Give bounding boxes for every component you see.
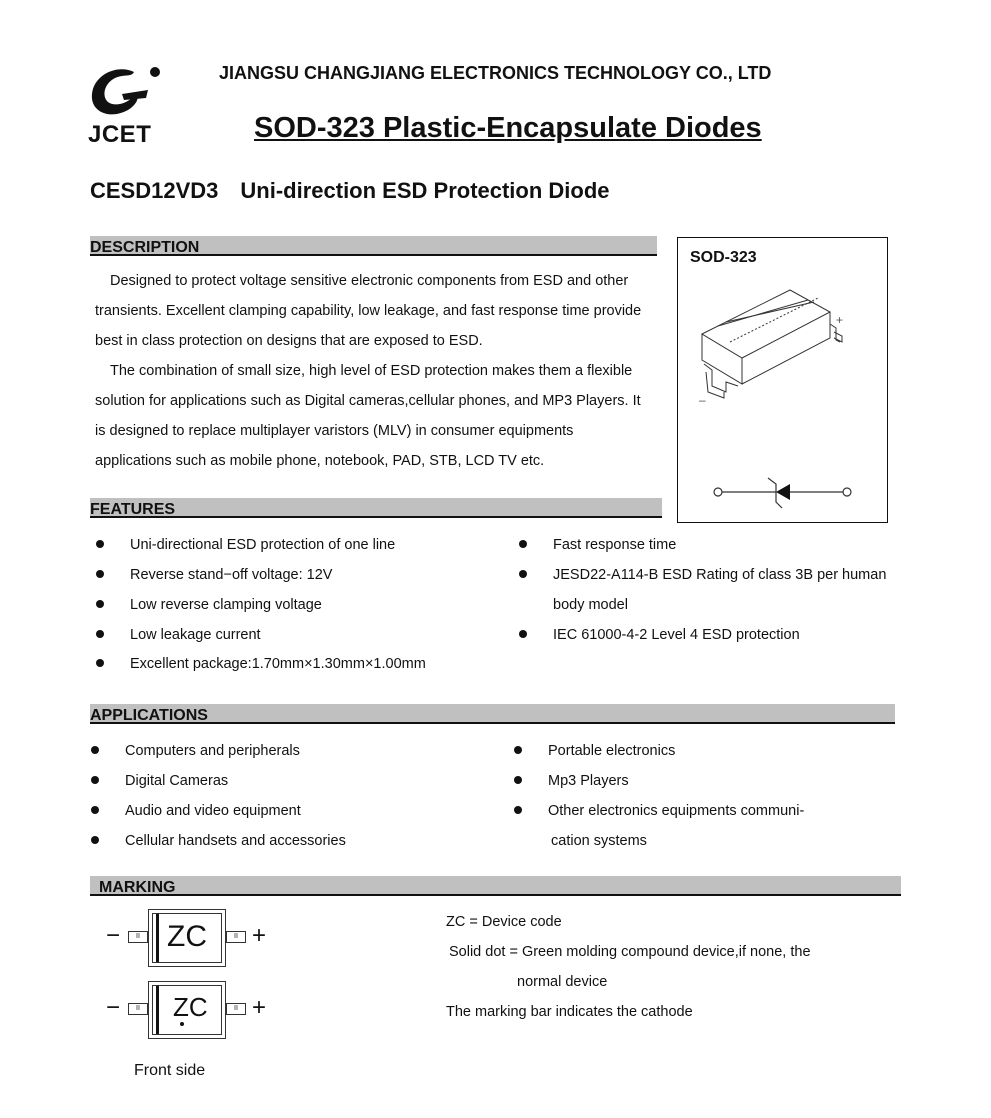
feature-item: JESD22-A114-B ESD Rating of class 3B per human xyxy=(553,567,887,583)
applications-section-header xyxy=(90,704,895,724)
marking-body xyxy=(148,981,226,1039)
features-section-header xyxy=(90,498,662,518)
marking-plus-label: + xyxy=(252,922,267,949)
application-item: Computers and peripherals xyxy=(125,743,300,759)
feature-item: Low reverse clamping voltage xyxy=(130,597,322,613)
marking-minus-label: − xyxy=(106,994,121,1021)
bullet-icon xyxy=(519,630,527,638)
bullet-icon xyxy=(96,540,104,548)
bullet-icon xyxy=(96,600,104,608)
description-line: best in class protection on designs that are exposed to ESD. xyxy=(95,333,483,349)
application-item: Cellular handsets and accessories xyxy=(125,833,346,849)
marking-code: ZC xyxy=(173,992,208,1022)
features-title: FEATURES xyxy=(90,501,176,518)
bullet-icon xyxy=(514,746,522,754)
lead-right: II xyxy=(226,1003,246,1015)
bullet-icon xyxy=(91,776,99,784)
feature-item: Low leakage current xyxy=(130,627,261,643)
document-title: SOD-323 Plastic-Encapsulate Diodes xyxy=(254,112,762,144)
feature-item: Fast response time xyxy=(553,537,677,553)
marking-code: ZC xyxy=(167,920,207,953)
sod323-package-drawing xyxy=(690,282,860,412)
marking-title: MARKING xyxy=(99,879,176,896)
lead-left: II xyxy=(128,1003,148,1015)
jcet-logo-icon xyxy=(88,64,164,122)
description-line: is designed to replace multiplayer varistors (MLV) in consumer equipments xyxy=(95,423,574,439)
application-item: Portable electronics xyxy=(548,743,676,759)
feature-item: Uni-directional ESD protection of one line xyxy=(130,537,396,553)
package-minus-label: – xyxy=(699,393,706,407)
description-line: applications such as mobile phone, notebook, PAD, STB, LCD TV etc. xyxy=(95,453,545,469)
part-heading xyxy=(90,178,610,204)
company-name: JIANGSU CHANGJIANG ELECTRONICS TECHNOLOGY CO., LTD xyxy=(219,63,772,83)
application-item: Other electronics equipments communi- xyxy=(548,803,805,819)
cathode-bar xyxy=(156,914,159,962)
feature-item: Reverse stand−off voltage: 12V xyxy=(130,567,333,583)
part-number: CESD12VD3 xyxy=(90,178,219,203)
bullet-icon xyxy=(96,570,104,578)
marking-minus-label: − xyxy=(106,922,121,949)
application-item: Digital Cameras xyxy=(125,773,229,789)
bullet-icon xyxy=(91,836,99,844)
front-side-caption: Front side xyxy=(134,1062,206,1079)
cathode-bar xyxy=(156,986,159,1034)
marking-body xyxy=(148,909,226,967)
marking-note: ZC = Device code xyxy=(446,914,562,930)
lead-right: II xyxy=(226,931,246,943)
bullet-icon xyxy=(91,746,99,754)
description-line: solution for applications such as Digital cameras,cellular phones, and MP3 Players. It xyxy=(95,393,641,409)
package-label: SOD-323 xyxy=(690,249,757,266)
description-line: Designed to protect voltage sensitive electronic components from ESD and other xyxy=(110,273,629,289)
feature-item: Excellent package:1.70mm×1.30mm×1.00mm xyxy=(130,656,426,672)
marking-section-header xyxy=(90,876,901,896)
bullet-icon xyxy=(519,570,527,578)
bullet-icon xyxy=(96,630,104,638)
solid-dot-icon xyxy=(180,1022,184,1026)
application-item: Audio and video equipment xyxy=(125,803,301,819)
description-section-header xyxy=(90,236,657,256)
bullet-icon xyxy=(514,776,522,784)
diode-symbol-icon xyxy=(710,474,858,510)
description-line: transients. Excellent clamping capability, low leakage, and fast response time provide xyxy=(95,303,642,319)
logo-text: JCET xyxy=(88,121,152,148)
marking-plus-label: + xyxy=(252,994,267,1021)
applications-title: APPLICATIONS xyxy=(90,707,208,724)
feature-item: body model xyxy=(553,597,628,613)
bullet-icon xyxy=(519,540,527,548)
package-plus-label: + xyxy=(836,313,844,327)
bullet-icon xyxy=(514,806,522,814)
marking-note: normal device xyxy=(517,974,608,990)
application-item: Mp3 Players xyxy=(548,773,629,789)
feature-item: IEC 61000-4-2 Level 4 ESD protection xyxy=(553,627,800,643)
part-description: Uni-direction ESD Protection Diode xyxy=(240,178,610,203)
marking-note: Solid dot = Green molding compound device,if none, the xyxy=(449,944,811,960)
lead-left: II xyxy=(128,931,148,943)
bullet-icon xyxy=(96,659,104,667)
application-item: cation systems xyxy=(551,833,647,849)
bullet-icon xyxy=(91,806,99,814)
description-line: The combination of small size, high level of ESD protection makes them a flexible xyxy=(110,363,633,379)
marking-note: The marking bar indicates the cathode xyxy=(446,1004,693,1020)
description-title: DESCRIPTION xyxy=(90,239,200,256)
